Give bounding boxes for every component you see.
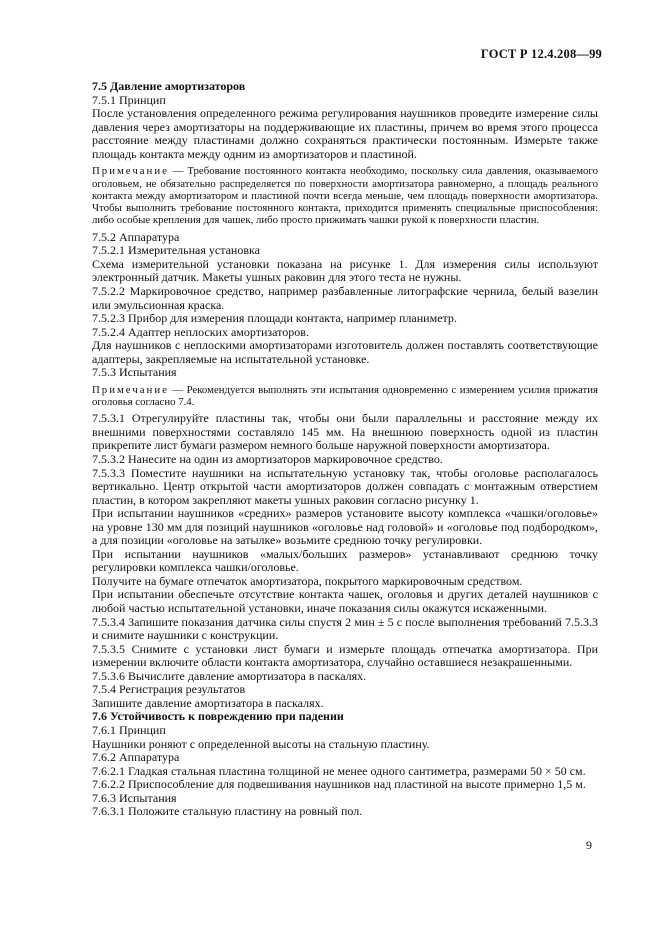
subsection-title: 7.5.2 Аппаратура <box>92 229 180 244</box>
subsection-title: 7.5.2.1 Измерительная установка <box>92 243 260 258</box>
paragraph: Наушники роняют с определенной высоты на стальную пластину. <box>92 736 430 751</box>
paragraph: После установления определенного режима регулирования наушников проведите измерение силы давления через амортизаторы на поддерживающие их пластины, причем во время этого процесса расстояние между пластинами должно сохраняться практически постоянным. Измерьте также площадь контакта между одним из амортизаторов и пластиной. <box>92 106 598 161</box>
subsection-title: 7.5.3.6 Вычислите давление амортизатора в паскалях. <box>92 668 367 683</box>
paragraph: 7.6.2.1 Гладкая стальная пластина толщиной не менее одного сантиметра, размерами 50 × 50 см. <box>92 763 586 778</box>
document-body <box>92 80 598 819</box>
paragraph: При испытании обеспечьте отсутствие контакта чашек, оголовья и других деталей наушников с любой частью испытательной установки, иначе показания силы окажутся искаженными. <box>92 587 598 616</box>
paragraph: 7.5.3.4 Запишите показания датчика силы спустя 2 мин ± 5 с после выполнения требований 7.5.3.3 и снимите наушники с конструкции. <box>92 614 598 643</box>
paragraph: 7.5.3.1 Отрегулируйте пластины так, чтобы они были параллельны и расстояние между их внешними поверхностями составляло 145 мм. На внешнюю поверхность одной из пластин прикрепите лист бумаги размером немного больше наружной поверхности амортизатора. <box>92 411 598 453</box>
paragraph: При испытании наушников «малых/больших размеров» устанавливают среднюю точку регулировки комплекса чашки/оголовье. <box>92 546 598 575</box>
note-label: Примечание <box>92 165 169 178</box>
subsection-title: 7.6.3 Испытания <box>92 790 177 805</box>
paragraph: 7.6.2.2 Приспособление для подвешивания наушников над пластиной на высоте примерно 1,5 м. <box>92 777 586 792</box>
standard-designation: ГОСТ Р 12.4.208—99 <box>480 47 602 61</box>
paragraph: 7.5.2.2 Маркировочное средство, например разбавленные литографские чернила, белый вазелин или эмульсионная краска. <box>92 283 598 312</box>
paragraph: Для наушников с неплоскими амортизаторами изготовитель должен поставлять соответствующие адаптеры, закрепляемые на испытательной установке. <box>92 338 598 366</box>
paragraph: 7.5.2.4 Адаптер неплоских амортизаторов. <box>92 324 309 339</box>
note <box>92 165 598 226</box>
subsection-title: 7.6.2 Аппаратура <box>92 750 180 765</box>
paragraph: Запишите давление амортизатора в паскалях. <box>92 695 324 710</box>
paragraph: 7.6.3.1 Положите стальную пластину на ровный пол. <box>92 804 363 819</box>
paragraph: 7.5.3.3 Поместите наушники на испытательную установку так, чтобы оголовье располагалось вертикально. Центр открытой части амортизаторов должен совпадать с монтажным отверстием пластин, в котором закрепляют макеты ушных раковин согласно рисунку 1. <box>92 465 598 507</box>
note-text: — Рекомендуется выполнять эти испытания одновременно с измерением усилия прижатия оголовья согласно 7.4. <box>92 383 598 409</box>
section-heading: 7.5 Давление амортизаторов <box>92 79 246 93</box>
page-number: 9 <box>586 838 592 852</box>
note-label: Примечание <box>92 383 169 396</box>
note <box>92 384 598 409</box>
paragraph: При испытании наушников «средних» размеров установите высоту комплекса «чашки/оголовье» на уровне 130 мм для позиций наушников «оголовье над головой» и «оголовье под подбородком», а для позиции «оголовье на затылке» возьмите среднюю точку регулировки. <box>92 506 598 548</box>
paragraph: 7.5.3.5 Снимите с установки лист бумаги и измерьте площадь отпечатка амортизатора. При измерении включите области контакта амортизатора, случайно оставшиеся незакрашенными. <box>92 641 598 670</box>
subsection-title: 7.5.4 Регистрация результатов <box>92 682 246 697</box>
subsection-title: 7.6.1 Принцип <box>92 722 166 737</box>
paragraph: Получите на бумаге отпечаток амортизатора, покрытого маркировочным средством. <box>92 573 523 588</box>
paragraph: 7.5.3.2 Нанесите на один из амортизаторов маркировочное средство. <box>92 452 443 467</box>
subsection-title: 7.5.3 Испытания <box>92 365 177 380</box>
subsection-title: 7.5.1 Принцип <box>92 92 166 107</box>
section-heading: 7.6 Устойчивость к повреждению при падении <box>92 709 344 724</box>
paragraph: 7.5.2.3 Прибор для измерения площади контакта, например планиметр. <box>92 311 457 326</box>
paragraph: Схема измерительной установки показана на рисунке 1. Для измерения силы используют электронный датчик. Макеты ушных раковин для этого теста не нужны. <box>92 256 598 285</box>
note-text: — Требование постоянного контакта необходимо, поскольку сила давления, оказываемого оголовьем, не обязательно распределяется по поверхности амортизатора равномерно, а площадь реального контакта между амортизатором и пластиной почти всегда меньше, чем площадь поверхности амортизатора. Чтобы выполнить требование постоянного контакта, приходится применять специальные приспособления: либо особые крепления для чашек, либо просто прижимать чашки рукой к поверхности пластин. <box>92 165 598 227</box>
